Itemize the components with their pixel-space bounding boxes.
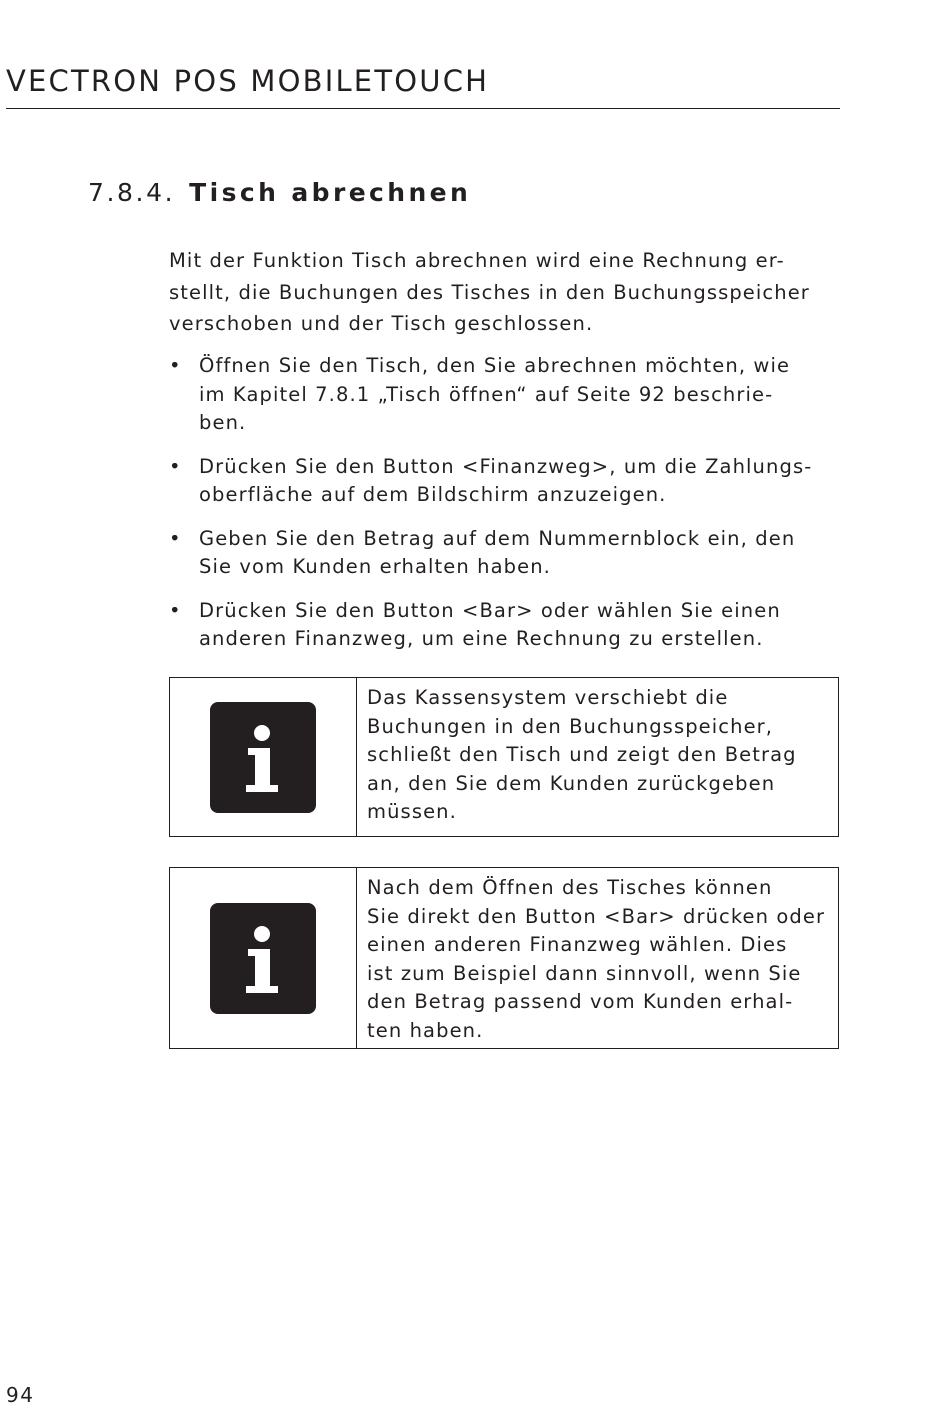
info-note-text xyxy=(357,868,838,1048)
document-header-title: VECTRON POS MOBILETOUCH xyxy=(6,64,490,98)
intro-line: Mit der Funktion Tisch abrechnen wird eine Rechnung er- xyxy=(169,249,785,272)
info-icon xyxy=(210,702,316,813)
info-note-line: Das Kassensystem verschiebt die xyxy=(367,686,729,709)
instruction-list xyxy=(169,352,849,669)
info-note-line: den Betrag passend vom Kunden erhal- xyxy=(367,990,794,1013)
instruction-item xyxy=(169,352,849,438)
info-icon-cell xyxy=(170,678,357,836)
info-icon xyxy=(210,903,316,1014)
section-number: 7.8.4. xyxy=(88,178,176,207)
bullet-marker: • xyxy=(169,598,182,622)
section-title: Tisch abrechnen xyxy=(189,178,472,207)
info-note-box xyxy=(169,677,839,837)
info-note-line: Sie direkt den Button <Bar> drücken oder xyxy=(367,904,826,928)
info-note-line: an, den Sie dem Kunden zurückgeben xyxy=(367,771,776,795)
instruction-line: Drücken Sie den Button <Finanzweg>, um die Zahlungs- xyxy=(199,454,813,478)
intro-paragraph xyxy=(169,245,849,340)
info-icon-cell xyxy=(170,868,357,1048)
instruction-item xyxy=(169,525,849,582)
instruction-line: im Kapitel 7.8.1 „Tisch öffnen“ auf Seite 92 beschrie- xyxy=(199,382,774,406)
instruction-line: anderen Finanzweg, um eine Rechnung zu erstellen. xyxy=(199,627,764,650)
bullet-marker: • xyxy=(169,526,182,550)
section-heading xyxy=(88,178,471,207)
instruction-line: Sie vom Kunden erhalten haben. xyxy=(199,555,551,578)
info-note-line: müssen. xyxy=(367,800,457,823)
bullet-marker: • xyxy=(169,454,182,478)
info-note-line: ten haben. xyxy=(367,1018,484,1042)
info-note-line: Nach dem Öffnen des Tisches können xyxy=(367,876,773,899)
info-note-line: schließt den Tisch und zeigt den Betrag xyxy=(367,743,797,766)
instruction-line: ben. xyxy=(199,411,247,434)
instruction-line: Öffnen Sie den Tisch, den Sie abrechnen möchten, wie xyxy=(199,354,791,377)
instruction-item xyxy=(169,597,849,654)
instruction-item xyxy=(169,453,849,510)
header-divider xyxy=(6,108,840,109)
info-note-line: Buchungen in den Buchungsspeicher, xyxy=(367,714,774,738)
intro-line: stellt, die Buchungen des Tisches in den Buchungsspeicher xyxy=(169,280,810,304)
instruction-line: oberfläche auf dem Bildschirm anzuzeigen. xyxy=(199,483,667,506)
bullet-marker: • xyxy=(169,354,182,377)
intro-line: verschoben und der Tisch geschlossen. xyxy=(169,312,594,335)
info-note-line: ist zum Beispiel dann sinnvoll, wenn Sie xyxy=(367,961,802,985)
page-number: 94 xyxy=(6,1383,35,1407)
instruction-line: Drücken Sie den Button <Bar> oder wählen Sie einen xyxy=(199,598,781,622)
instruction-line: Geben Sie den Betrag auf dem Nummernblock ein, den xyxy=(199,526,796,550)
info-note-text xyxy=(357,678,838,836)
info-note-line: einen anderen Finanzweg wählen. Dies xyxy=(367,933,788,956)
info-note-box xyxy=(169,867,839,1049)
